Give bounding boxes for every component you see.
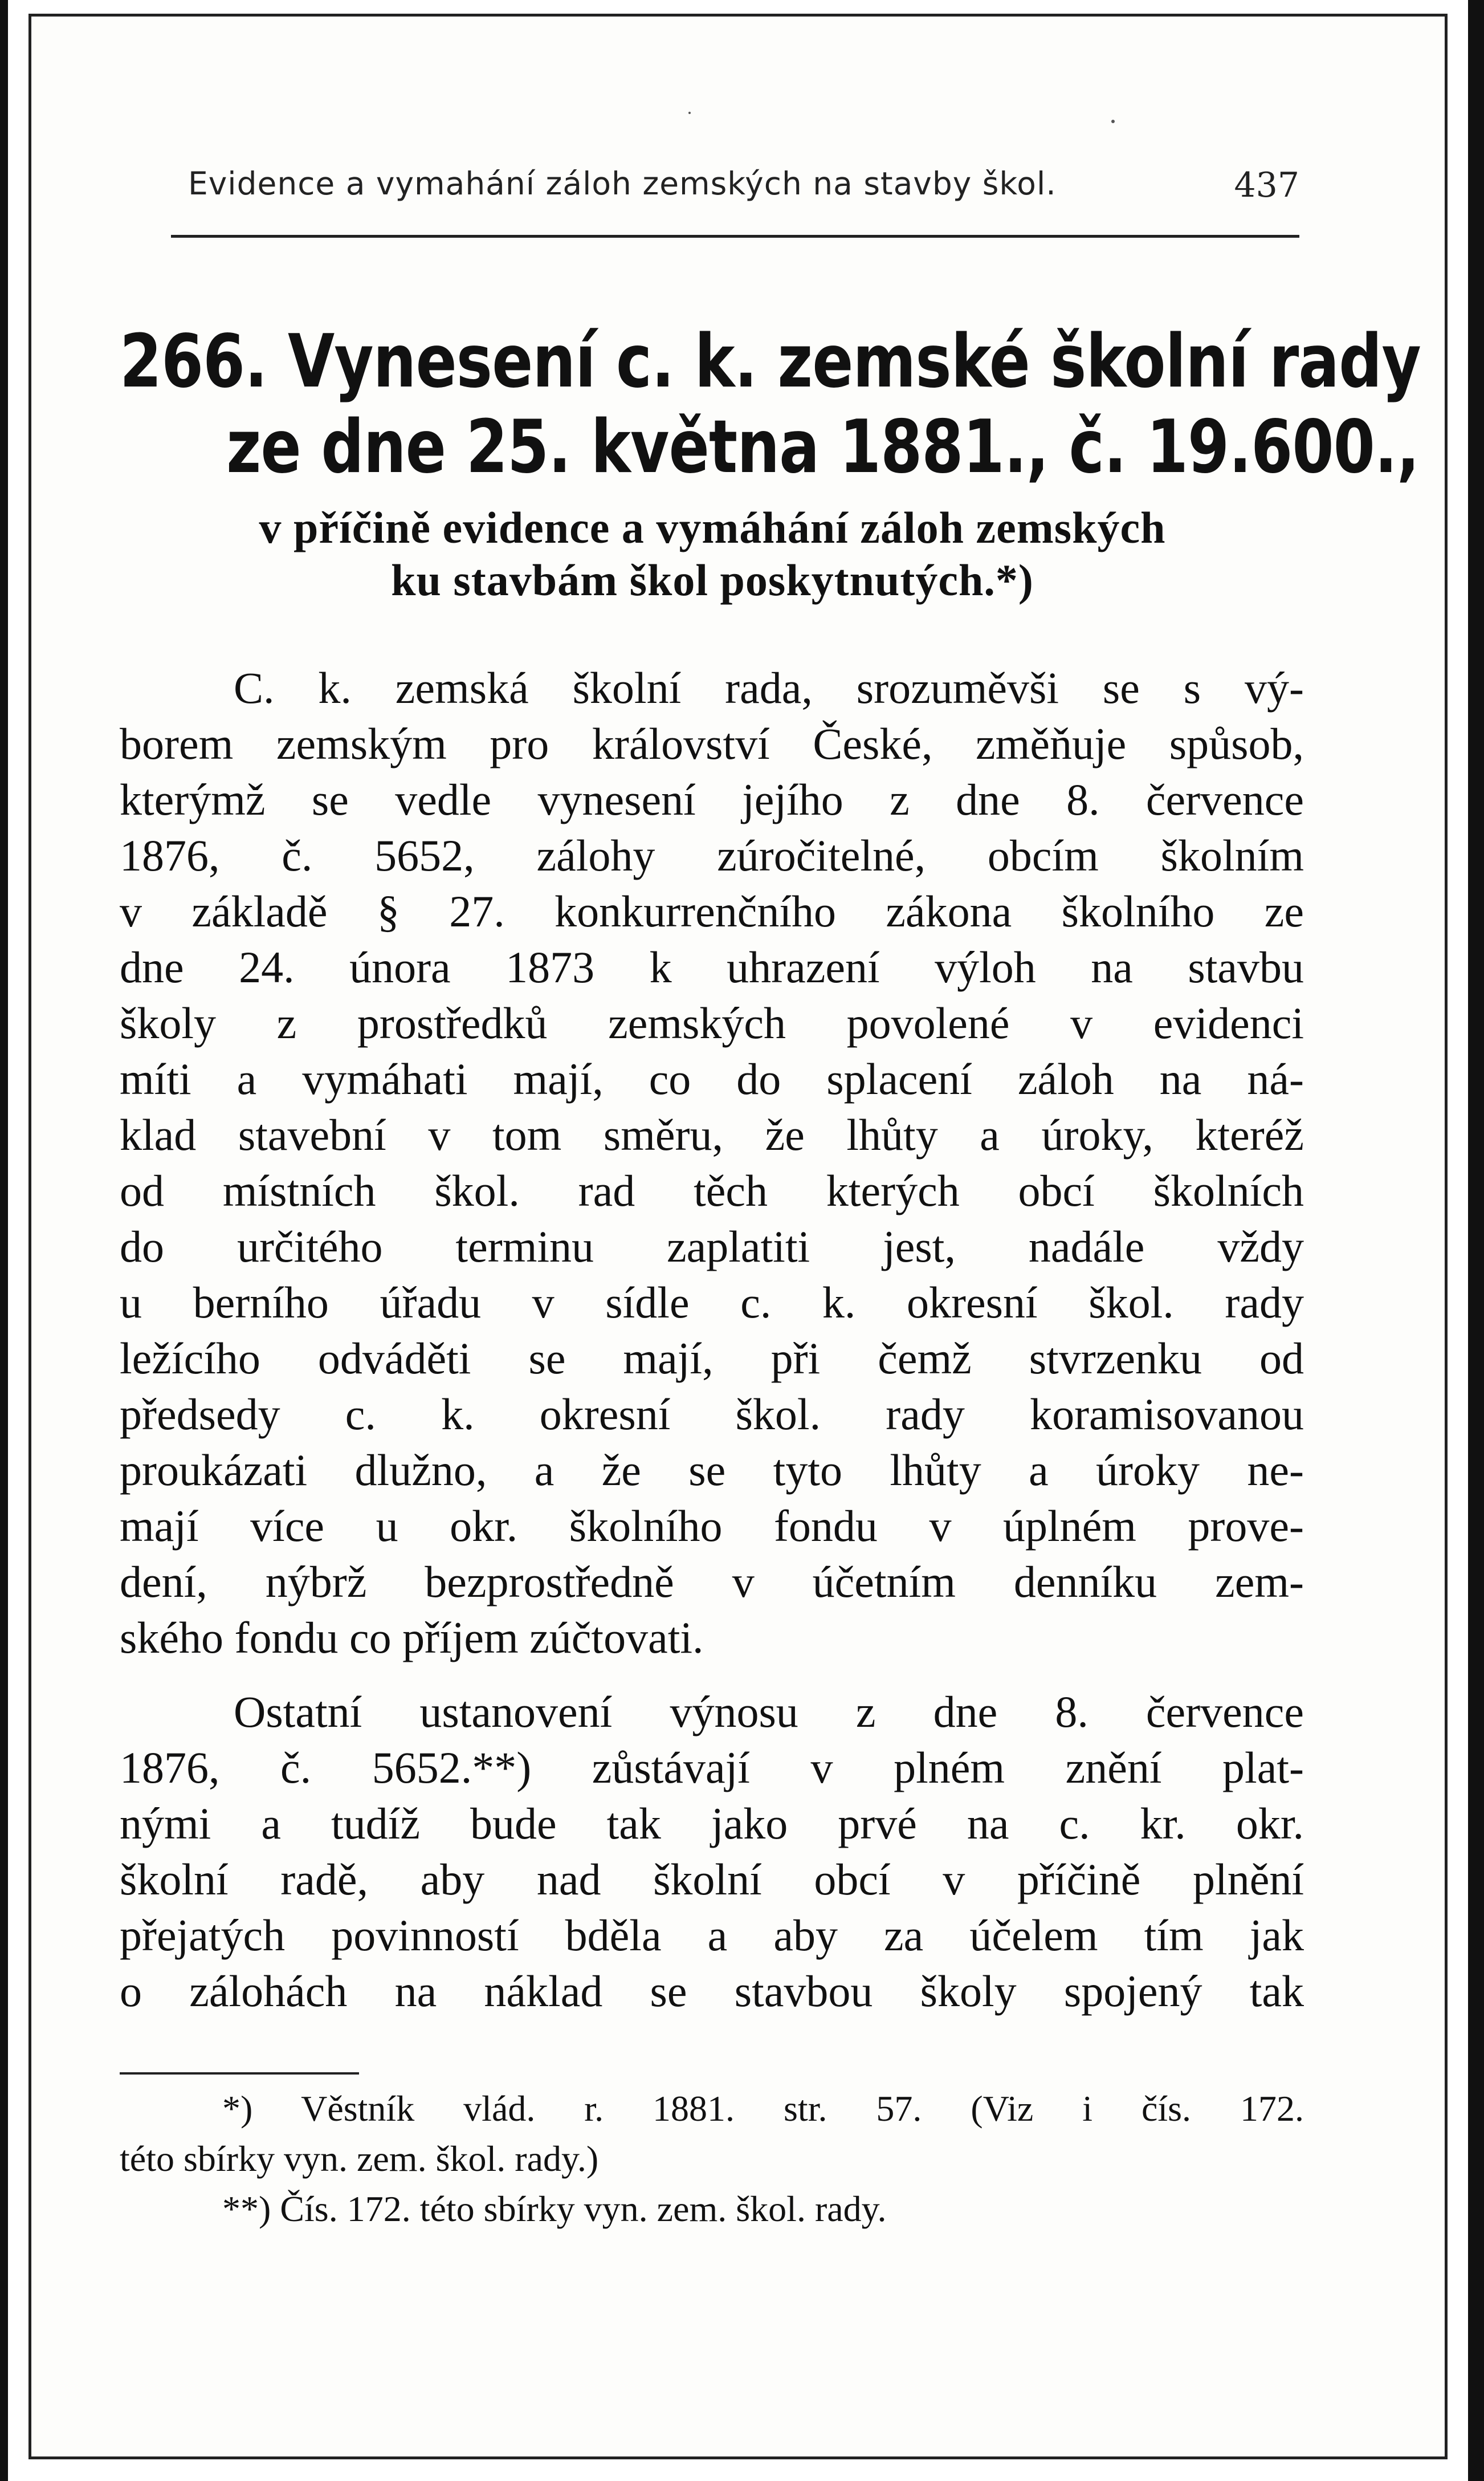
text-line: školní radě, aby nad školní obcí v příčině plnění bbox=[120, 1854, 1304, 1904]
footnote-1-line1: *) Věstník vlád. r. 1881. str. 57. (Viz i čís. 172. bbox=[222, 2088, 1304, 2129]
section-heading bbox=[120, 319, 1421, 607]
text-line: ležícího odváděti se mají, při čemž stvrzenku od bbox=[120, 1333, 1304, 1383]
text-line: dení, nýbrž bezprostředně v účetním denníku zem- bbox=[120, 1557, 1304, 1606]
heading-subtitle-line2: ku stavbám škol poskytnutých.*) bbox=[391, 555, 1034, 605]
heading-title-line2: ze dne 25. května 1881., č. 19.600., bbox=[226, 405, 1420, 490]
heading-title-line1: 266. Vynesení c. k. zemské školní rady bbox=[120, 319, 1421, 404]
text-line: 1876, č. 5652.**) zůstávají v plném znění plat- bbox=[120, 1743, 1304, 1792]
text-line: školy z prostředků zemských povolené v evidenci bbox=[120, 998, 1304, 1048]
footnote-1-line2: této sbírky vyn. zem. škol. rady.) bbox=[120, 2138, 599, 2179]
footnote-2: **) Čís. 172. této sbírky vyn. zem. škol. rady. bbox=[222, 2189, 887, 2229]
text-line: Ostatní ustanovení výnosu z dne 8. července bbox=[234, 1687, 1304, 1736]
text-line: předsedy c. k. okresní škol. rady koramisovanou bbox=[120, 1389, 1304, 1439]
text-line: do určitého terminu zaplatiti jest, nadále vždy bbox=[120, 1222, 1304, 1271]
text-line: kterýmž se vedle vynesení jejího z dne 8. července bbox=[120, 775, 1304, 824]
running-header bbox=[188, 165, 1299, 211]
text-line: C. k. zemská školní rada, srozuměvši se s vý- bbox=[234, 663, 1304, 713]
text-line: dne 24. února 1873 k uhrazení výloh na stavbu bbox=[120, 942, 1304, 992]
paragraph-1 bbox=[120, 660, 1304, 1666]
text-line: klad stavební v tom směru, že lhůty a úroky, kteréž bbox=[120, 1110, 1304, 1160]
text-line: míti a vymáhati mají, co do splacení záloh na ná- bbox=[120, 1054, 1304, 1104]
text-line: od místních škol. rad těch kterých obcí školních bbox=[120, 1166, 1304, 1215]
body-text bbox=[120, 660, 1304, 2019]
text-line: proukázati dlužno, a že se tyto lhůty a úroky ne- bbox=[120, 1445, 1304, 1495]
text-line: borem zemským pro království České, změňuje spůsob, bbox=[120, 719, 1304, 768]
heading-subtitle-line1: v příčině evidence a vymáhání záloh zemských bbox=[259, 503, 1166, 552]
footnotes bbox=[120, 2084, 1304, 2234]
text-line: v základě § 27. konkurrenčního zákona školního ze bbox=[120, 886, 1304, 936]
scan-speck bbox=[688, 112, 691, 114]
paragraph-2 bbox=[120, 1684, 1304, 2019]
running-header-title: Evidence a vymahání záloh zemských na stavby škol. bbox=[188, 165, 1057, 202]
scan-edge-left bbox=[0, 0, 8, 2481]
footnote-rule bbox=[120, 2072, 359, 2075]
text-line: o zálohách na náklad se stavbou školy spojený tak bbox=[120, 1966, 1304, 2016]
scan-edge-right bbox=[1468, 0, 1484, 2481]
text-line: 1876, č. 5652, zálohy zúročitelné, obcím školním bbox=[120, 831, 1304, 880]
text-line: nými a tudíž bude tak jako prvé na c. kr. okr. bbox=[120, 1799, 1304, 1848]
page-number: 437 bbox=[1234, 165, 1299, 205]
text-line: mají více u okr. školního fondu v úplném prove- bbox=[120, 1501, 1304, 1551]
scan-speck bbox=[1111, 120, 1115, 123]
text-line: ského fondu co příjem zúčtovati. bbox=[120, 1613, 704, 1662]
text-line: u berního úřadu v sídle c. k. okresní škol. rady bbox=[120, 1278, 1304, 1327]
header-rule bbox=[171, 235, 1299, 238]
text-line: přejatých povinností bděla a aby za účelem tím jak bbox=[120, 1910, 1304, 1960]
